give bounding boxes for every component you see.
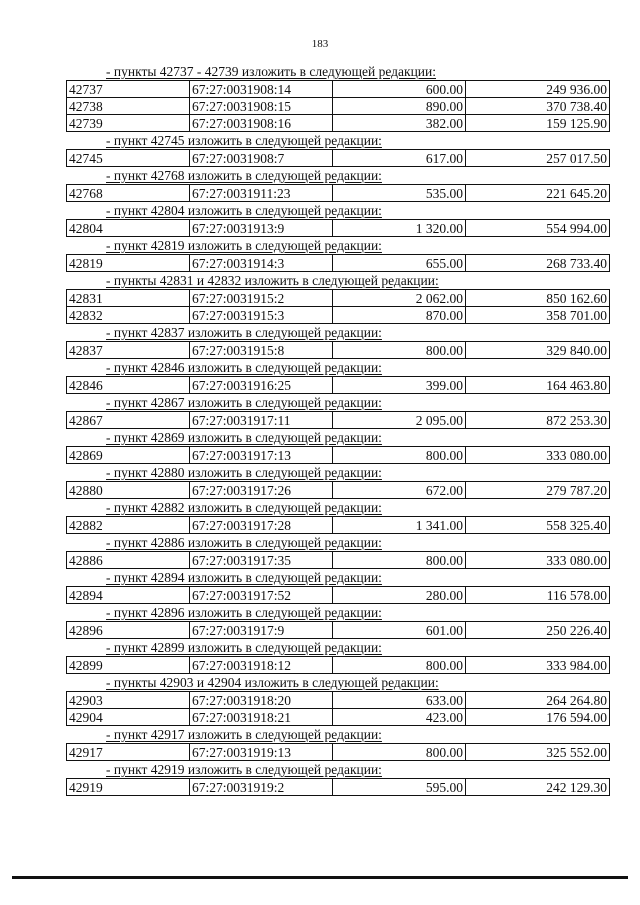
cadastral-number-cell: 67:27:0031917:26 [190, 482, 333, 499]
section-heading: - пункты 42903 и 42904 изложить в следующей редакции: [106, 675, 439, 690]
area-cell: 600.00 [333, 81, 466, 98]
cadastral-value-cell: 333 984.00 [466, 657, 610, 674]
amendment-section [66, 167, 610, 202]
area-cell: 535.00 [333, 185, 466, 202]
amendment-section [66, 324, 610, 359]
item-number-cell: 42869 [67, 447, 190, 464]
section-heading: - пункт 42837 изложить в следующей редакции: [106, 325, 382, 340]
item-number-cell: 42831 [67, 290, 190, 307]
table-row [67, 692, 610, 709]
section-heading: - пункт 42896 изложить в следующей редакции: [106, 605, 382, 620]
area-cell: 617.00 [333, 150, 466, 167]
item-number-cell: 42846 [67, 377, 190, 394]
area-cell: 800.00 [333, 342, 466, 359]
cadastral-number-cell: 67:27:0031917:9 [190, 622, 333, 639]
item-number-cell: 42904 [67, 709, 190, 726]
table-row [67, 412, 610, 429]
amendment-table [66, 80, 610, 132]
amendment-table [66, 289, 610, 324]
cadastral-value-cell: 257 017.50 [466, 150, 610, 167]
table-row [67, 709, 610, 726]
cadastral-value-cell: 116 578.00 [466, 587, 610, 604]
area-cell: 870.00 [333, 307, 466, 324]
item-number-cell: 42882 [67, 517, 190, 534]
section-heading: - пункт 42882 изложить в следующей редакции: [106, 500, 382, 515]
amendment-section [66, 726, 610, 761]
section-heading: - пункт 42899 изложить в следующей редакции: [106, 640, 382, 655]
cadastral-number-cell: 67:27:0031918:21 [190, 709, 333, 726]
cadastral-number-cell: 67:27:0031918:20 [190, 692, 333, 709]
amendment-section [66, 429, 610, 464]
table-row [67, 290, 610, 307]
amendment-section [66, 394, 610, 429]
amendment-section [66, 639, 610, 674]
area-cell: 800.00 [333, 552, 466, 569]
amendment-section [66, 534, 610, 569]
table-row [67, 220, 610, 237]
amendment-section [66, 132, 610, 167]
area-cell: 399.00 [333, 377, 466, 394]
item-number-cell: 42738 [67, 98, 190, 115]
section-heading: - пункты 42831 и 42832 изложить в следующей редакции: [106, 273, 439, 288]
amendment-section [66, 237, 610, 272]
section-heading: - пункт 42804 изложить в следующей редакции: [106, 203, 382, 218]
area-cell: 601.00 [333, 622, 466, 639]
table-row [67, 81, 610, 98]
cadastral-value-cell: 333 080.00 [466, 552, 610, 569]
section-heading: - пункт 42745 изложить в следующей редакции: [106, 133, 382, 148]
area-cell: 1 341.00 [333, 517, 466, 534]
item-number-cell: 42768 [67, 185, 190, 202]
area-cell: 280.00 [333, 587, 466, 604]
table-row [67, 517, 610, 534]
cadastral-value-cell: 333 080.00 [466, 447, 610, 464]
amendment-table [66, 586, 610, 604]
item-number-cell: 42837 [67, 342, 190, 359]
table-row [67, 657, 610, 674]
item-number-cell: 42903 [67, 692, 190, 709]
table-row [67, 377, 610, 394]
table-row [67, 587, 610, 604]
area-cell: 672.00 [333, 482, 466, 499]
amendment-table [66, 219, 610, 237]
table-row [67, 447, 610, 464]
cadastral-value-cell: 159 125.90 [466, 115, 610, 132]
cadastral-value-cell: 264 264.80 [466, 692, 610, 709]
table-row [67, 482, 610, 499]
amendment-section [66, 464, 610, 499]
table-row [67, 307, 610, 324]
section-heading: - пункт 42819 изложить в следующей редакции: [106, 238, 382, 253]
section-heading: - пункт 42894 изложить в следующей редакции: [106, 570, 382, 585]
amendment-table [66, 481, 610, 499]
amendment-table [66, 778, 610, 796]
section-heading: - пункт 42886 изложить в следующей редакции: [106, 535, 382, 550]
section-heading: - пункт 42846 изложить в следующей редакции: [106, 360, 382, 375]
amendment-section [66, 359, 610, 394]
item-number-cell: 42804 [67, 220, 190, 237]
section-heading: - пункт 42867 изложить в следующей редакции: [106, 395, 382, 410]
cadastral-number-cell: 67:27:0031917:11 [190, 412, 333, 429]
area-cell: 800.00 [333, 657, 466, 674]
section-heading: - пункт 42869 изложить в следующей редакции: [106, 430, 382, 445]
table-row [67, 150, 610, 167]
cadastral-number-cell: 67:27:0031917:52 [190, 587, 333, 604]
cadastral-value-cell: 329 840.00 [466, 342, 610, 359]
cadastral-value-cell: 325 552.00 [466, 744, 610, 761]
cadastral-number-cell: 67:27:0031908:16 [190, 115, 333, 132]
amendment-table [66, 516, 610, 534]
area-cell: 633.00 [333, 692, 466, 709]
amendment-table [66, 411, 610, 429]
cadastral-value-cell: 176 594.00 [466, 709, 610, 726]
amendment-section [66, 202, 610, 237]
amendment-table [66, 376, 610, 394]
section-heading: - пункт 42917 изложить в следующей редакции: [106, 727, 382, 742]
amendment-section [66, 569, 610, 604]
item-number-cell: 42745 [67, 150, 190, 167]
cadastral-number-cell: 67:27:0031919:13 [190, 744, 333, 761]
amendment-section [66, 499, 610, 534]
item-number-cell: 42894 [67, 587, 190, 604]
amendment-table [66, 149, 610, 167]
amendment-table [66, 184, 610, 202]
table-row [67, 342, 610, 359]
cadastral-number-cell: 67:27:0031914:3 [190, 255, 333, 272]
cadastral-number-cell: 67:27:0031918:12 [190, 657, 333, 674]
section-heading: - пункт 42919 изложить в следующей редакции: [106, 762, 382, 777]
table-row [67, 115, 610, 132]
footer-divider [12, 876, 628, 879]
cadastral-number-cell: 67:27:0031917:13 [190, 447, 333, 464]
amendment-table [66, 656, 610, 674]
section-heading: - пункт 42768 изложить в следующей редакции: [106, 168, 382, 183]
item-number-cell: 42867 [67, 412, 190, 429]
cadastral-value-cell: 370 738.40 [466, 98, 610, 115]
table-row [67, 622, 610, 639]
cadastral-number-cell: 67:27:0031911:23 [190, 185, 333, 202]
table-row [67, 744, 610, 761]
cadastral-value-cell: 164 463.80 [466, 377, 610, 394]
amendment-table [66, 691, 610, 726]
table-row [67, 552, 610, 569]
amendment-section [66, 674, 610, 726]
cadastral-value-cell: 558 325.40 [466, 517, 610, 534]
area-cell: 2 095.00 [333, 412, 466, 429]
table-row [67, 779, 610, 796]
cadastral-value-cell: 872 253.30 [466, 412, 610, 429]
area-cell: 890.00 [333, 98, 466, 115]
section-heading: - пункт 42880 изложить в следующей редакции: [106, 465, 382, 480]
item-number-cell: 42919 [67, 779, 190, 796]
table-row [67, 255, 610, 272]
amendment-section [66, 761, 610, 796]
page-number: 183 [311, 38, 329, 50]
cadastral-value-cell: 358 701.00 [466, 307, 610, 324]
item-number-cell: 42917 [67, 744, 190, 761]
amendment-table [66, 743, 610, 761]
area-cell: 595.00 [333, 779, 466, 796]
cadastral-number-cell: 67:27:0031916:25 [190, 377, 333, 394]
item-number-cell: 42739 [67, 115, 190, 132]
area-cell: 655.00 [333, 255, 466, 272]
cadastral-value-cell: 268 733.40 [466, 255, 610, 272]
table-row [67, 185, 610, 202]
amendment-table [66, 551, 610, 569]
cadastral-number-cell: 67:27:0031915:3 [190, 307, 333, 324]
item-number-cell: 42886 [67, 552, 190, 569]
amendment-table [66, 621, 610, 639]
cadastral-number-cell: 67:27:0031919:2 [190, 779, 333, 796]
cadastral-number-cell: 67:27:0031913:9 [190, 220, 333, 237]
table-row [67, 98, 610, 115]
item-number-cell: 42880 [67, 482, 190, 499]
cadastral-number-cell: 67:27:0031908:14 [190, 81, 333, 98]
cadastral-number-cell: 67:27:0031915:2 [190, 290, 333, 307]
cadastral-number-cell: 67:27:0031917:28 [190, 517, 333, 534]
cadastral-value-cell: 279 787.20 [466, 482, 610, 499]
document-body [66, 63, 610, 796]
item-number-cell: 42819 [67, 255, 190, 272]
cadastral-value-cell: 554 994.00 [466, 220, 610, 237]
item-number-cell: 42832 [67, 307, 190, 324]
amendment-section [66, 604, 610, 639]
amendment-table [66, 341, 610, 359]
cadastral-number-cell: 67:27:0031908:7 [190, 150, 333, 167]
area-cell: 382.00 [333, 115, 466, 132]
area-cell: 423.00 [333, 709, 466, 726]
amendment-section [66, 63, 610, 132]
cadastral-value-cell: 242 129.30 [466, 779, 610, 796]
cadastral-value-cell: 221 645.20 [466, 185, 610, 202]
amendment-table [66, 254, 610, 272]
area-cell: 800.00 [333, 447, 466, 464]
item-number-cell: 42899 [67, 657, 190, 674]
area-cell: 2 062.00 [333, 290, 466, 307]
cadastral-value-cell: 250 226.40 [466, 622, 610, 639]
cadastral-number-cell: 67:27:0031908:15 [190, 98, 333, 115]
amendment-table [66, 446, 610, 464]
cadastral-value-cell: 249 936.00 [466, 81, 610, 98]
area-cell: 1 320.00 [333, 220, 466, 237]
item-number-cell: 42737 [67, 81, 190, 98]
cadastral-number-cell: 67:27:0031915:8 [190, 342, 333, 359]
amendment-section [66, 272, 610, 324]
area-cell: 800.00 [333, 744, 466, 761]
item-number-cell: 42896 [67, 622, 190, 639]
section-heading: - пункты 42737 - 42739 изложить в следующей редакции: [106, 64, 436, 79]
cadastral-value-cell: 850 162.60 [466, 290, 610, 307]
cadastral-number-cell: 67:27:0031917:35 [190, 552, 333, 569]
